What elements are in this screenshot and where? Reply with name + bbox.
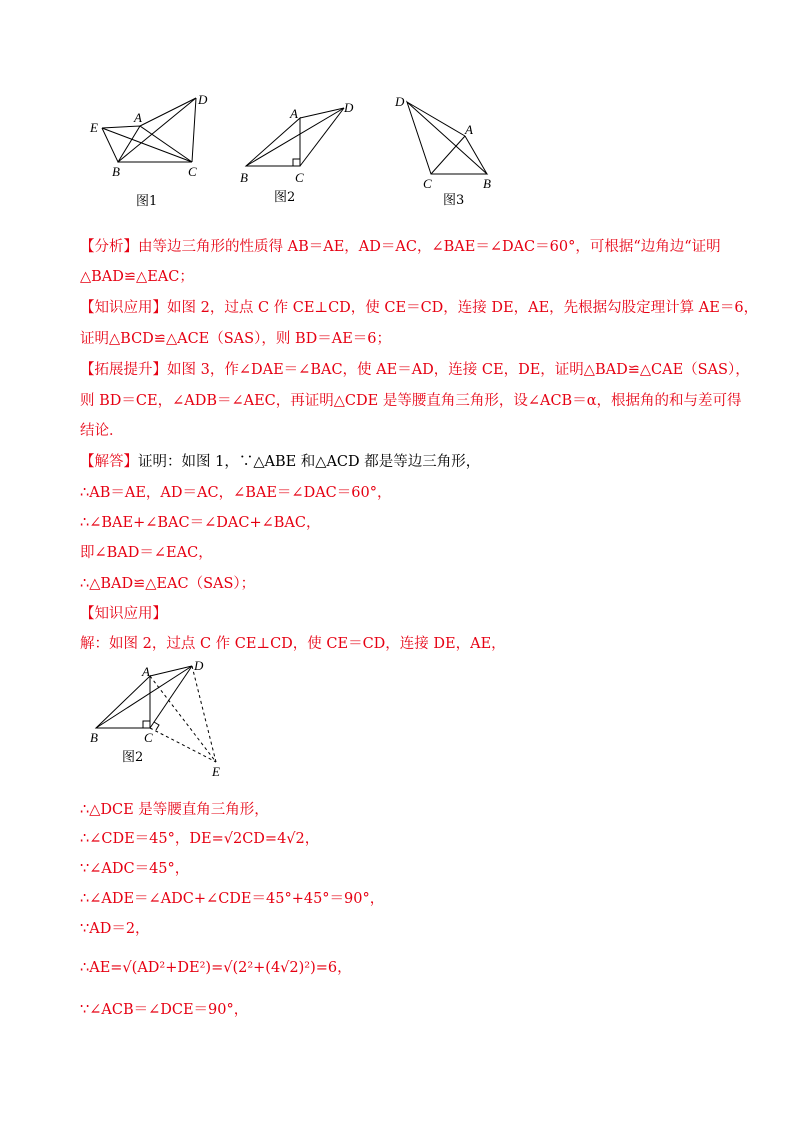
knowledge-heading: 【知识应用】 (80, 606, 167, 622)
figure-2 (238, 100, 368, 210)
fig3-label-d: D (395, 94, 405, 109)
solution-tag: 【解答】 (80, 454, 138, 470)
fig4-label-c: C (144, 730, 153, 745)
figure-1 (88, 92, 218, 212)
fig2-label-b: B (240, 170, 248, 185)
fig2-label-c: C (295, 170, 304, 185)
fig4-label-b: B (90, 730, 98, 745)
solution-line-1 (80, 452, 740, 472)
fig3-label-c: C (423, 176, 432, 191)
fig4-label-e: E (212, 764, 220, 779)
solution-line-12: ∵∠ACB＝∠DCE＝90°， (80, 1002, 249, 1018)
fig4-label-a: A (142, 664, 150, 679)
solution-line-4: 即∠BAD＝∠EAC， (80, 545, 213, 561)
analysis-line-1: 【分析】由等边三角形的性质得 AB＝AE，AD＝AC，∠BAE＝∠DAC＝60°，可根据“边角边“证明 (80, 239, 721, 255)
solution-line-11: ∴AE=√(AD²+DE²)=√(2²+(4√2)²)=6， (80, 960, 352, 976)
solution-line-7: ∴∠CDE＝45°，DE=√2CD=4√2， (80, 831, 320, 847)
solution-line-3: ∴∠BAE+∠BAC＝∠DAC+∠BAC， (80, 515, 321, 531)
solution-line-10: ∵AD＝2， (80, 921, 150, 937)
figure-3-caption: 图3 (443, 193, 465, 208)
solution-line-5: ∴△BAD≌△EAC（SAS）； (80, 576, 256, 592)
figure-4 (88, 656, 238, 786)
fig2-label-a: A (290, 106, 298, 121)
solution-line-2: ∴AB＝AE，AD＝AC，∠BAE＝∠DAC＝60°， (80, 485, 392, 501)
fig3-label-b: B (483, 176, 491, 191)
solution-line-9: ∴∠ADE＝∠ADC+∠CDE＝45°+45°＝90°， (80, 891, 385, 907)
figure-4-diagram (88, 656, 238, 786)
fig1-label-d: D (198, 92, 208, 107)
fig1-label-b: B (112, 164, 120, 179)
analysis-line-2: △BAD≌△EAC； (80, 269, 194, 285)
figure-3 (393, 94, 503, 209)
fig2-label-d: D (344, 100, 354, 115)
fig1-label-a: A (134, 110, 142, 125)
fig1-label-c: C (188, 164, 197, 179)
knowledge-solution-line: 解：如图 2，过点 C 作 CE⊥CD，使 CE＝CD，连接 DE，AE， (80, 636, 506, 652)
fig1-label-e: E (90, 120, 98, 135)
fig3-label-a: A (465, 122, 473, 137)
solution-text: 证明：如图 1，∵△ABE 和△ACD 都是等边三角形， (138, 454, 481, 470)
figure-2-caption: 图2 (274, 190, 296, 205)
solution-line-8: ∵∠ADC＝45°， (80, 861, 190, 877)
knowledge-line-2: 证明△BCD≌△ACE（SAS），则 BD＝AE＝6； (80, 331, 392, 347)
knowledge-line-1: 【知识应用】如图 2，过点 C 作 CE⊥CD，使 CE＝CD，连接 DE，AE，先根据勾股定理计算 AE＝6， (80, 300, 759, 316)
fig4-label-d: D (194, 658, 204, 673)
solution-line-6: ∴△DCE 是等腰直角三角形， (80, 802, 269, 818)
figure-1-caption: 图1 (136, 194, 158, 209)
extension-line-1: 【拓展提升】如图 3，作∠DAE＝∠BAC，使 AE＝AD，连接 CE，DE，证明△BAD≌△CAE（SAS）， (80, 362, 750, 378)
extension-line-2: 则 BD＝CE，∠ADB＝∠AEC，再证明△CDE 是等腰直角三角形，设∠ACB＝α，根据角的和与差可得 (80, 393, 742, 409)
figure-2-diagram (238, 100, 368, 210)
figure-4-caption: 图2 (122, 750, 144, 765)
extension-line-3: 结论． (80, 423, 124, 439)
